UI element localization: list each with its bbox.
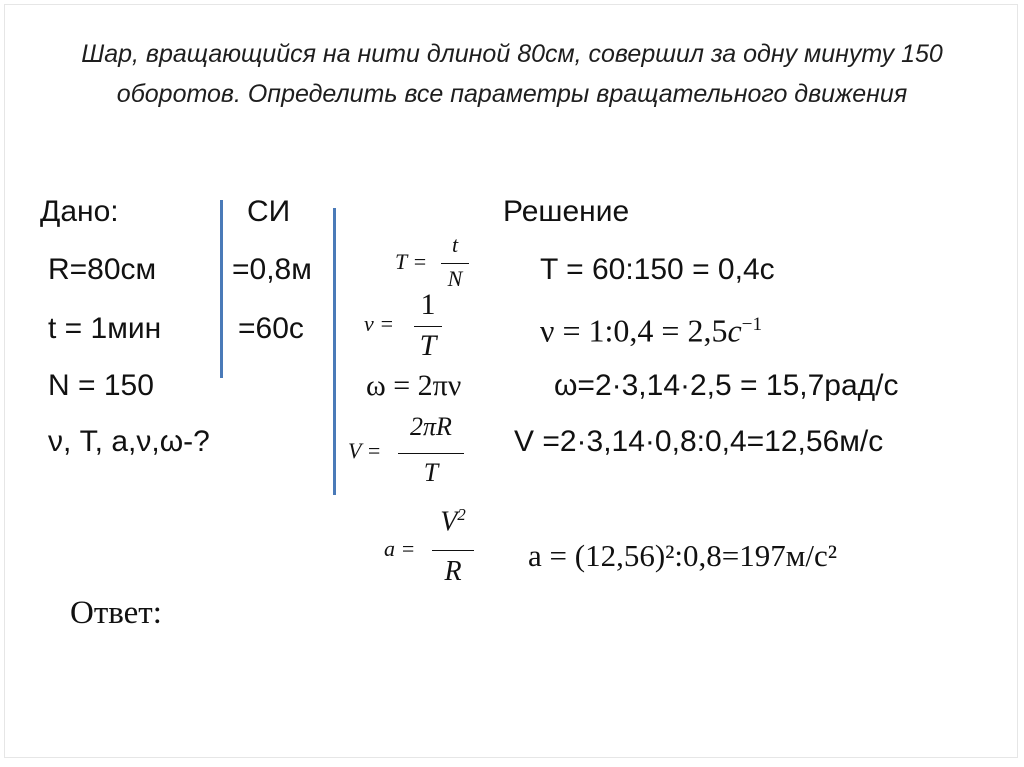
- answer-label: Ответ:: [70, 595, 162, 631]
- formula-velocity-den: T: [423, 458, 439, 487]
- result-frequency-exp: −1: [741, 314, 763, 335]
- given-count: N = 150: [48, 369, 154, 402]
- result-frequency-unit: c: [727, 312, 742, 349]
- formula-period-lhs: T =: [395, 249, 428, 274]
- result-omega: ω=2·3,14·2,5 = 15,7рад/с: [554, 369, 899, 402]
- formula-period-den: N: [447, 266, 463, 291]
- formula-frequency-num: 1: [420, 288, 436, 321]
- formula-velocity: [348, 410, 488, 492]
- formula-accel: [384, 503, 494, 593]
- formula-velocity-lhs: V =: [348, 438, 382, 463]
- formula-frequency-lhs: ν =: [364, 311, 395, 336]
- formula-frequency: [364, 285, 474, 365]
- formula-accel-num-base: V: [440, 506, 458, 538]
- given-si-divider: [220, 200, 223, 378]
- formula-accel-lhs: a =: [384, 536, 416, 561]
- formula-frequency-den: T: [419, 329, 437, 362]
- result-frequency: [540, 308, 762, 348]
- si-time: =60с: [238, 312, 304, 345]
- given-unknowns: ν, T, a,ν,ω-?: [48, 425, 210, 458]
- given-time: t = 1мин: [48, 312, 162, 345]
- result-velocity: V =2·3,14·0,8:0,4=12,56м/с: [514, 425, 884, 458]
- result-accel: a = (12,56)²:0,8=197м/с²: [528, 538, 838, 573]
- solution-header: Решение: [503, 195, 630, 228]
- problem-title: Шар, вращающийся на нити длиной 80см, совершил за одну минуту 150 оборотов. Определить все параметры вращательного движения: [81, 40, 943, 108]
- formula-accel-num: [432, 505, 474, 538]
- formula-accel-num-exp: 2: [457, 505, 466, 524]
- si-header: СИ: [247, 195, 291, 228]
- given-radius: R=80см: [48, 253, 157, 286]
- formula-accel-den: R: [444, 556, 462, 587]
- si-radius: =0,8м: [232, 253, 312, 286]
- si-solution-divider: [333, 208, 336, 495]
- fraction-bar: [414, 326, 442, 327]
- formula-omega: ω = 2πν: [366, 369, 462, 402]
- fraction-bar: [441, 263, 469, 264]
- given-header: Дано:: [40, 195, 119, 228]
- fraction-bar: [398, 453, 464, 454]
- formula-period-num: t: [451, 232, 459, 257]
- result-frequency-value: ν = 1:0,4 = 2,5: [540, 312, 728, 349]
- result-period: T = 60:150 = 0,4с: [540, 253, 775, 286]
- formula-velocity-num: 2πR: [410, 412, 452, 441]
- fraction-bar: [432, 550, 474, 551]
